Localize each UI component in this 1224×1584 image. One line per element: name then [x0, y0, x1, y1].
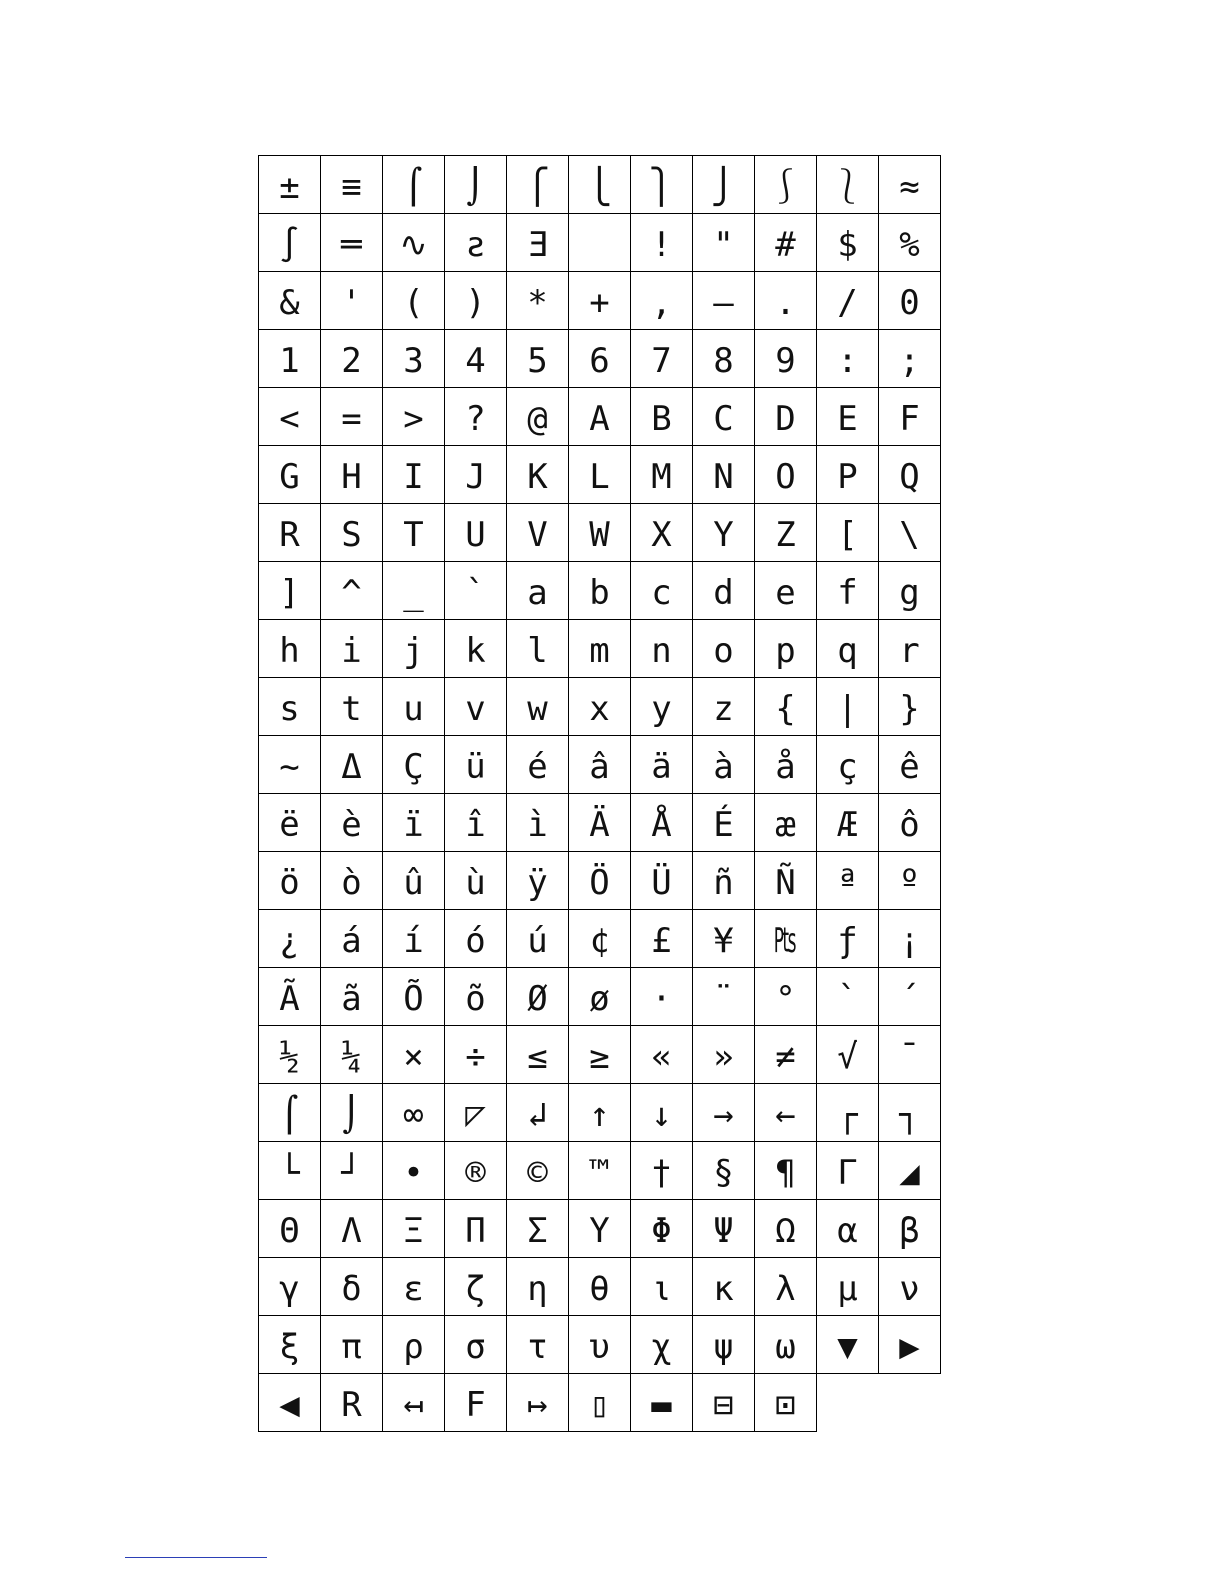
glyph-cell: &: [259, 272, 321, 330]
glyph-cell: P: [817, 446, 879, 504]
empty-cell: [817, 1374, 879, 1432]
glyph-cell: ¢: [569, 910, 631, 968]
glyph-cell: m: [569, 620, 631, 678]
glyph-cell: Å: [631, 794, 693, 852]
glyph-cell: ↤: [383, 1374, 445, 1432]
glyph-cell: ü: [445, 736, 507, 794]
glyph-cell: ⊟: [693, 1374, 755, 1432]
glyph-cell: Γ: [817, 1142, 879, 1200]
glyph-cell: \: [879, 504, 941, 562]
glyph-cell: H: [321, 446, 383, 504]
glyph-row: [259, 214, 941, 272]
glyph-cell: ~: [259, 736, 321, 794]
glyph-cell: ═: [321, 214, 383, 272]
glyph-cell: ¿: [259, 910, 321, 968]
footnote-separator: [125, 1557, 267, 1558]
glyph-cell: c: [631, 562, 693, 620]
glyph-cell: B: [631, 388, 693, 446]
glyph-cell: ⌠: [383, 156, 445, 214]
glyph-table: [258, 155, 941, 1432]
glyph-cell: 3: [383, 330, 445, 388]
glyph-cell: Õ: [383, 968, 445, 1026]
glyph-row: [259, 1026, 941, 1084]
glyph-cell: ½: [259, 1026, 321, 1084]
glyph-cell: U: [445, 504, 507, 562]
glyph-cell: └: [259, 1142, 321, 1200]
glyph-cell: ': [321, 272, 383, 330]
glyph-cell: ◀: [259, 1374, 321, 1432]
glyph-row: [259, 388, 941, 446]
glyph-cell: ▬: [631, 1374, 693, 1432]
glyph-cell: «: [631, 1026, 693, 1084]
glyph-cell: x: [569, 678, 631, 736]
glyph-cell: ƨ: [445, 214, 507, 272]
glyph-cell: é: [507, 736, 569, 794]
glyph-cell: Φ: [631, 1200, 693, 1258]
glyph-cell: ®: [445, 1142, 507, 1200]
glyph-cell: }: [879, 678, 941, 736]
glyph-cell: ¶: [755, 1142, 817, 1200]
glyph-cell: õ: [445, 968, 507, 1026]
glyph-cell: Ω: [755, 1200, 817, 1258]
glyph-cell: à: [693, 736, 755, 794]
glyph-row: [259, 910, 941, 968]
glyph-cell: ┌: [817, 1084, 879, 1142]
glyph-cell: κ: [693, 1258, 755, 1316]
glyph-cell: Ç: [383, 736, 445, 794]
glyph-cell: è: [321, 794, 383, 852]
glyph-cell: Π: [445, 1200, 507, 1258]
glyph-cell: F: [445, 1374, 507, 1432]
glyph-cell: Υ: [569, 1200, 631, 1258]
glyph-cell: r: [879, 620, 941, 678]
glyph-cell: 4: [445, 330, 507, 388]
glyph-cell: 9: [755, 330, 817, 388]
glyph-cell: Ξ: [383, 1200, 445, 1258]
glyph-cell: Λ: [321, 1200, 383, 1258]
glyph-cell: Σ: [507, 1200, 569, 1258]
glyph-row: [259, 852, 941, 910]
glyph-cell: ": [693, 214, 755, 272]
glyph-cell: ×: [383, 1026, 445, 1084]
glyph-cell: ≠: [755, 1026, 817, 1084]
glyph-row: [259, 1084, 941, 1142]
glyph-cell: q: [817, 620, 879, 678]
glyph-cell: ι: [631, 1258, 693, 1316]
glyph-cell: †: [631, 1142, 693, 1200]
glyph-cell: ±: [259, 156, 321, 214]
glyph-cell: ⎧: [507, 156, 569, 214]
glyph-cell: Y: [693, 504, 755, 562]
glyph-cell: y: [631, 678, 693, 736]
glyph-row: [259, 794, 941, 852]
glyph-cell: Æ: [817, 794, 879, 852]
glyph-cell: 8: [693, 330, 755, 388]
glyph-cell: 1: [259, 330, 321, 388]
glyph-cell: ρ: [383, 1316, 445, 1374]
glyph-cell: á: [321, 910, 383, 968]
glyph-cell: ?: [445, 388, 507, 446]
glyph-cell: ω: [755, 1316, 817, 1374]
glyph-cell: ▯: [569, 1374, 631, 1432]
glyph-cell: É: [693, 794, 755, 852]
glyph-cell: T: [383, 504, 445, 562]
glyph-cell: χ: [631, 1316, 693, 1374]
glyph-cell: h: [259, 620, 321, 678]
glyph-cell: w: [507, 678, 569, 736]
glyph-cell: ↓: [631, 1084, 693, 1142]
glyph-cell: ⎫: [631, 156, 693, 214]
glyph-cell: Δ: [321, 736, 383, 794]
glyph-cell: Q: [879, 446, 941, 504]
glyph-cell: »: [693, 1026, 755, 1084]
glyph-cell: æ: [755, 794, 817, 852]
glyph-cell: τ: [507, 1316, 569, 1374]
glyph-cell: G: [259, 446, 321, 504]
empty-cell: [879, 1374, 941, 1432]
glyph-cell: z: [693, 678, 755, 736]
glyph-cell: {: [755, 678, 817, 736]
glyph-cell: •: [383, 1142, 445, 1200]
glyph-cell: !: [631, 214, 693, 272]
glyph-cell: ξ: [259, 1316, 321, 1374]
glyph-cell: º: [879, 852, 941, 910]
glyph-cell: o: [693, 620, 755, 678]
glyph-cell: ←: [755, 1084, 817, 1142]
glyph-cell: ⎭: [693, 156, 755, 214]
glyph-cell: α: [817, 1200, 879, 1258]
glyph-cell: ù: [445, 852, 507, 910]
glyph-cell: ₧: [755, 910, 817, 968]
glyph-cell: ©: [507, 1142, 569, 1200]
glyph-cell: Ǝ: [507, 214, 569, 272]
glyph-cell: D: [755, 388, 817, 446]
glyph-row: [259, 1374, 941, 1432]
glyph-cell: t: [321, 678, 383, 736]
glyph-cell: Ø: [507, 968, 569, 1026]
glyph-cell: ⊡: [755, 1374, 817, 1432]
glyph-cell: å: [755, 736, 817, 794]
glyph-cell: +: [569, 272, 631, 330]
glyph-cell: ¡: [879, 910, 941, 968]
glyph-cell: ≤: [507, 1026, 569, 1084]
glyph-cell: ψ: [693, 1316, 755, 1374]
glyph-cell: A: [569, 388, 631, 446]
glyph-row: [259, 678, 941, 736]
glyph-cell: ó: [445, 910, 507, 968]
glyph-cell: ë: [259, 794, 321, 852]
glyph-cell: û: [383, 852, 445, 910]
glyph-cell: π: [321, 1316, 383, 1374]
glyph-cell: √: [817, 1026, 879, 1084]
glyph-cell: ◢: [879, 1142, 941, 1200]
glyph-cell: K: [507, 446, 569, 504]
glyph-cell: 7: [631, 330, 693, 388]
glyph-cell: σ: [445, 1316, 507, 1374]
glyph-row: [259, 1200, 941, 1258]
glyph-cell: ì: [507, 794, 569, 852]
glyph-cell: θ: [569, 1258, 631, 1316]
glyph-cell: ø: [569, 968, 631, 1026]
glyph-cell: ┐: [879, 1084, 941, 1142]
glyph-cell: í: [383, 910, 445, 968]
glyph-cell: ∿: [383, 214, 445, 272]
glyph-cell: δ: [321, 1258, 383, 1316]
glyph-cell: [: [817, 504, 879, 562]
glyph-cell: ã: [321, 968, 383, 1026]
glyph-cell: ⌡: [321, 1084, 383, 1142]
glyph-cell: _: [383, 562, 445, 620]
glyph-cell: Ψ: [693, 1200, 755, 1258]
glyph-cell: :: [817, 330, 879, 388]
glyph-cell: (: [383, 272, 445, 330]
glyph-cell: ): [445, 272, 507, 330]
glyph-row: [259, 330, 941, 388]
glyph-cell: u: [383, 678, 445, 736]
glyph-cell: ú: [507, 910, 569, 968]
glyph-cell: ª: [817, 852, 879, 910]
glyph-cell: Ñ: [755, 852, 817, 910]
glyph-cell: N: [693, 446, 755, 504]
glyph-cell: —: [693, 272, 755, 330]
glyph-row: [259, 1258, 941, 1316]
glyph-cell: C: [693, 388, 755, 446]
glyph-cell: ▶: [879, 1316, 941, 1374]
glyph-cell: e: [755, 562, 817, 620]
glyph-cell: ï: [383, 794, 445, 852]
glyph-cell: *: [507, 272, 569, 330]
glyph-cell: ◸: [445, 1084, 507, 1142]
glyph-cell: ô: [879, 794, 941, 852]
glyph-cell: ™: [569, 1142, 631, 1200]
glyph-cell: #: [755, 214, 817, 272]
glyph-cell: |: [817, 678, 879, 736]
glyph-cell: ç: [817, 736, 879, 794]
glyph-cell: ñ: [693, 852, 755, 910]
glyph-row: [259, 1316, 941, 1374]
glyph-row: [259, 968, 941, 1026]
glyph-cell: ↦: [507, 1374, 569, 1432]
glyph-cell: ζ: [445, 1258, 507, 1316]
glyph-cell: @: [507, 388, 569, 446]
glyph-cell: Ä: [569, 794, 631, 852]
glyph-cell: ≡: [321, 156, 383, 214]
glyph-cell: υ: [569, 1316, 631, 1374]
glyph-cell: ,: [631, 272, 693, 330]
glyph-cell: =: [321, 388, 383, 446]
glyph-cell: L: [569, 446, 631, 504]
glyph-cell: β: [879, 1200, 941, 1258]
glyph-cell: Z: [755, 504, 817, 562]
glyph-cell: ¯: [879, 1026, 941, 1084]
glyph-cell: F: [879, 388, 941, 446]
glyph-cell: V: [507, 504, 569, 562]
glyph-cell: b: [569, 562, 631, 620]
glyph-cell: ⌡: [445, 156, 507, 214]
glyph-cell: ⎩: [569, 156, 631, 214]
glyph-cell: ν: [879, 1258, 941, 1316]
glyph-cell: .: [755, 272, 817, 330]
glyph-cell: $: [817, 214, 879, 272]
glyph-cell: Ü: [631, 852, 693, 910]
glyph-cell: `: [445, 562, 507, 620]
glyph-cell: ¼: [321, 1026, 383, 1084]
glyph-cell: ö: [259, 852, 321, 910]
glyph-cell: γ: [259, 1258, 321, 1316]
glyph-cell: λ: [755, 1258, 817, 1316]
glyph-cell: J: [445, 446, 507, 504]
glyph-cell: ¨: [693, 968, 755, 1026]
glyph-cell: R: [321, 1374, 383, 1432]
glyph-cell: °: [755, 968, 817, 1026]
glyph-cell: ≈: [879, 156, 941, 214]
glyph-row: [259, 562, 941, 620]
glyph-cell: â: [569, 736, 631, 794]
glyph-cell: ε: [383, 1258, 445, 1316]
glyph-cell: £: [631, 910, 693, 968]
glyph-cell: p: [755, 620, 817, 678]
glyph-row: [259, 1142, 941, 1200]
glyph-cell: 0: [879, 272, 941, 330]
glyph-cell: μ: [817, 1258, 879, 1316]
glyph-cell: 5: [507, 330, 569, 388]
glyph-cell: 2: [321, 330, 383, 388]
glyph-cell: g: [879, 562, 941, 620]
glyph-cell: ↲: [507, 1084, 569, 1142]
glyph-row: [259, 736, 941, 794]
glyph-row: [259, 504, 941, 562]
glyph-cell: ┘: [321, 1142, 383, 1200]
glyph-cell: `: [817, 968, 879, 1026]
glyph-cell: §: [693, 1142, 755, 1200]
glyph-cell: >: [383, 388, 445, 446]
glyph-cell: ]: [259, 562, 321, 620]
glyph-cell: X: [631, 504, 693, 562]
glyph-cell: ;: [879, 330, 941, 388]
glyph-cell: %: [879, 214, 941, 272]
glyph-cell: ´: [879, 968, 941, 1026]
glyph-cell: ä: [631, 736, 693, 794]
glyph-cell: v: [445, 678, 507, 736]
glyph-cell: ∞: [383, 1084, 445, 1142]
glyph-cell: Ö: [569, 852, 631, 910]
glyph-cell: ▼: [817, 1316, 879, 1374]
glyph-cell: ƒ: [817, 910, 879, 968]
glyph-row: [259, 272, 941, 330]
glyph-cell: f: [817, 562, 879, 620]
glyph-cell: s: [259, 678, 321, 736]
glyph-cell: Θ: [259, 1200, 321, 1258]
glyph-cell: ê: [879, 736, 941, 794]
glyph-row: [259, 446, 941, 504]
glyph-cell: ò: [321, 852, 383, 910]
glyph-cell: ∫: [259, 214, 321, 272]
glyph-cell: d: [693, 562, 755, 620]
glyph-cell: W: [569, 504, 631, 562]
glyph-cell: O: [755, 446, 817, 504]
glyph-row: [259, 620, 941, 678]
glyph-cell: i: [321, 620, 383, 678]
glyph-cell: j: [383, 620, 445, 678]
glyph-cell: ⎱: [817, 156, 879, 214]
glyph-table-body: [259, 156, 941, 1432]
glyph-cell: Ã: [259, 968, 321, 1026]
glyph-cell: a: [507, 562, 569, 620]
glyph-cell: ·: [631, 968, 693, 1026]
glyph-cell: [569, 214, 631, 272]
glyph-cell: ≥: [569, 1026, 631, 1084]
glyph-cell: E: [817, 388, 879, 446]
glyph-cell: η: [507, 1258, 569, 1316]
glyph-cell: ^: [321, 562, 383, 620]
glyph-cell: /: [817, 272, 879, 330]
glyph-cell: I: [383, 446, 445, 504]
glyph-cell: n: [631, 620, 693, 678]
glyph-cell: ↑: [569, 1084, 631, 1142]
glyph-cell: k: [445, 620, 507, 678]
glyph-cell: S: [321, 504, 383, 562]
glyph-row: [259, 156, 941, 214]
glyph-cell: ⎰: [755, 156, 817, 214]
glyph-cell: î: [445, 794, 507, 852]
glyph-cell: R: [259, 504, 321, 562]
glyph-cell: ÿ: [507, 852, 569, 910]
glyph-cell: ⌠: [259, 1084, 321, 1142]
glyph-cell: M: [631, 446, 693, 504]
glyph-cell: <: [259, 388, 321, 446]
glyph-cell: ÷: [445, 1026, 507, 1084]
glyph-cell: ¥: [693, 910, 755, 968]
glyph-cell: l: [507, 620, 569, 678]
glyph-cell: →: [693, 1084, 755, 1142]
glyph-cell: 6: [569, 330, 631, 388]
